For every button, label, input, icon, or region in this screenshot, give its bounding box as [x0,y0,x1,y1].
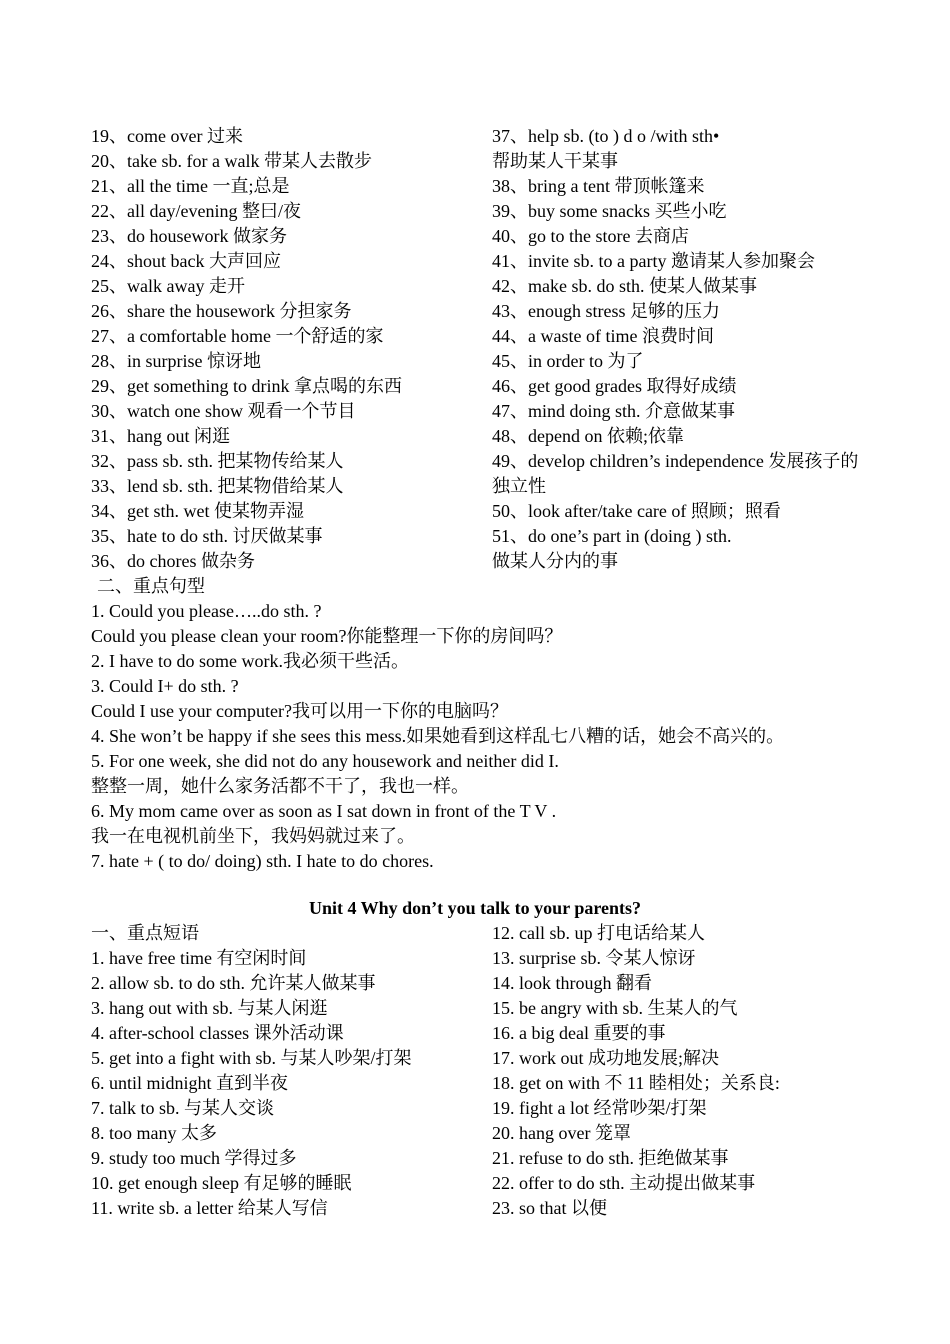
phrase-item: 2. allow sb. to do sth. 允许某人做某事 [91,973,376,993]
phrase-item: 19. fight a lot 经常吵架/打架 [492,1098,707,1118]
sentence-line: 6. My mom came over as soon as I sat down in front of the T V . [91,801,557,821]
unit-title: Unit 4 Why don’t you talk to your parents? [308,898,642,918]
phrase-item: 9. study too much 学得过多 [91,1148,297,1168]
phrase-item: 31、hang out 闲逛 [91,426,230,446]
sentence-line: 2. I have to do some work.我必须干些活。 [91,651,409,671]
phrase-item: 44、a waste of time 浪费时间 [492,326,714,346]
phrase-item: 20、take sb. for a walk 带某人去散步 [91,151,372,171]
phrase-item: 50、look after/take care of 照顾；照看 [492,501,781,521]
phrase-item: 39、buy some snacks 买些小吃 [492,201,727,221]
phrase-item: 5. get into a fight with sb. 与某人吵架/打架 [91,1048,412,1068]
phrase-item: 22、all day/evening 整曰/夜 [91,201,301,221]
phrase-item: 帮助某人干某事 [492,151,618,171]
phrase-item: 21、all the time 一直;总是 [91,176,290,196]
phrase-item: 35、hate to do sth. 讨厌做某事 [91,526,323,546]
phrase-item: 25、walk away 走开 [91,276,245,296]
phrase-item: 38、bring a tent 带顶帐篷来 [492,176,705,196]
phrase-item: 27、a comfortable home 一个舒适的家 [91,326,384,346]
sentence-line: 5. For one week, she did not do any housework and neither did I. [91,751,559,771]
phrase-item: 1. have free time 有空闲时间 [91,948,307,968]
phrase-item: 12. call sb. up 打电话给某人 [492,923,705,943]
phrase-item: 37、help sb. (to ) d o /with sth• [492,126,720,146]
phrase-item: 33、lend sb. sth. 把某物借给某人 [91,476,344,496]
phrase-item: 43、enough stress 足够的压力 [492,301,720,321]
section-heading: 二、重点句型 [97,576,205,596]
phrase-item: 6. until midnight 直到半夜 [91,1073,289,1093]
phrase-item: 22. offer to do sth. 主动提出做某事 [492,1173,756,1193]
phrase-item: 41、invite sb. to a party 邀请某人参加聚会 [492,251,815,271]
phrase-item: 46、get good grades 取得好成绩 [492,376,737,396]
phrase-item: 32、pass sb. sth. 把某物传给某人 [91,451,344,471]
phrase-item: 10. get enough sleep 有足够的睡眠 [91,1173,352,1193]
phrase-item: 40、go to the store 去商店 [492,226,689,246]
phrase-item: 14. look through 翻看 [492,973,652,993]
sentence-line: 1. Could you please…..do sth. ? [91,601,322,621]
phrase-item: 26、share the housework 分担家务 [91,301,352,321]
section-heading: 一、重点短语 [91,923,199,943]
phrase-item: 42、make sb. do sth. 使某人做某事 [492,276,757,296]
sentence-line: Could you please clean your room?你能整理一下你的房间吗？ [91,626,563,646]
sentence-line: 4. She won’t be happy if she sees this mess.如果她看到这样乱七八糟的话，她会不高兴的。 [91,726,785,746]
sentence-line: 7. hate + ( to do/ doing) sth. I hate to do chores. [91,851,434,871]
phrase-item: 独立性 [492,476,546,496]
phrase-item: 18. get on with 不 11 睦相处；关系良: [492,1073,780,1093]
phrase-item: 11. write sb. a letter 给某人写信 [91,1198,328,1218]
sentence-line: Could I use your computer?我可以用一下你的电脑吗？ [91,701,508,721]
phrase-item: 7. talk to sb. 与某人交谈 [91,1098,274,1118]
phrase-item: 13. surprise sb. 令某人惊讶 [492,948,696,968]
phrase-item: 20. hang over 笼罩 [492,1123,631,1143]
phrase-item: 19、come over 过来 [91,126,243,146]
phrase-item: 8. too many 太多 [91,1123,217,1143]
phrase-item: 做某人分内的事 [492,551,618,571]
phrase-item: 3. hang out with sb. 与某人闲逛 [91,998,328,1018]
phrase-item: 23. so that 以便 [492,1198,607,1218]
sentence-line: 3. Could I+ do sth. ? [91,676,239,696]
phrase-item: 16. a big deal 重要的事 [492,1023,666,1043]
phrase-item: 15. be angry with sb. 生某人的气 [492,998,738,1018]
sentence-line: 整整一周，她什么家务活都不干了，我也一样。 [91,776,469,796]
phrase-item: 34、get sth. wet 使某物弄湿 [91,501,304,521]
phrase-item: 45、in order to 为了 [492,351,644,371]
phrase-item: 49、develop children’s independence 发展孩子的 [492,451,859,471]
phrase-item: 48、depend on 依赖;依靠 [492,426,684,446]
phrase-item: 4. after-school classes 课外活动课 [91,1023,344,1043]
phrase-item: 23、do housework 做家务 [91,226,287,246]
phrase-item: 17. work out 成功地发展;解决 [492,1048,719,1068]
sentence-line: 我一在电视机前坐下，我妈妈就过来了。 [91,826,415,846]
phrase-item: 36、do chores 做杂务 [91,551,255,571]
phrase-item: 47、mind doing sth. 介意做某事 [492,401,736,421]
phrase-item: 28、in surprise 惊讶地 [91,351,261,371]
phrase-item: 30、watch one show 观看一个节目 [91,401,356,421]
phrase-item: 21. refuse to do sth. 拒绝做某事 [492,1148,729,1168]
phrase-item: 51、do one’s part in (doing ) sth. [492,526,732,546]
phrase-item: 29、get something to drink 拿点喝的东西 [91,376,402,396]
phrase-item: 24、shout back 大声回应 [91,251,281,271]
